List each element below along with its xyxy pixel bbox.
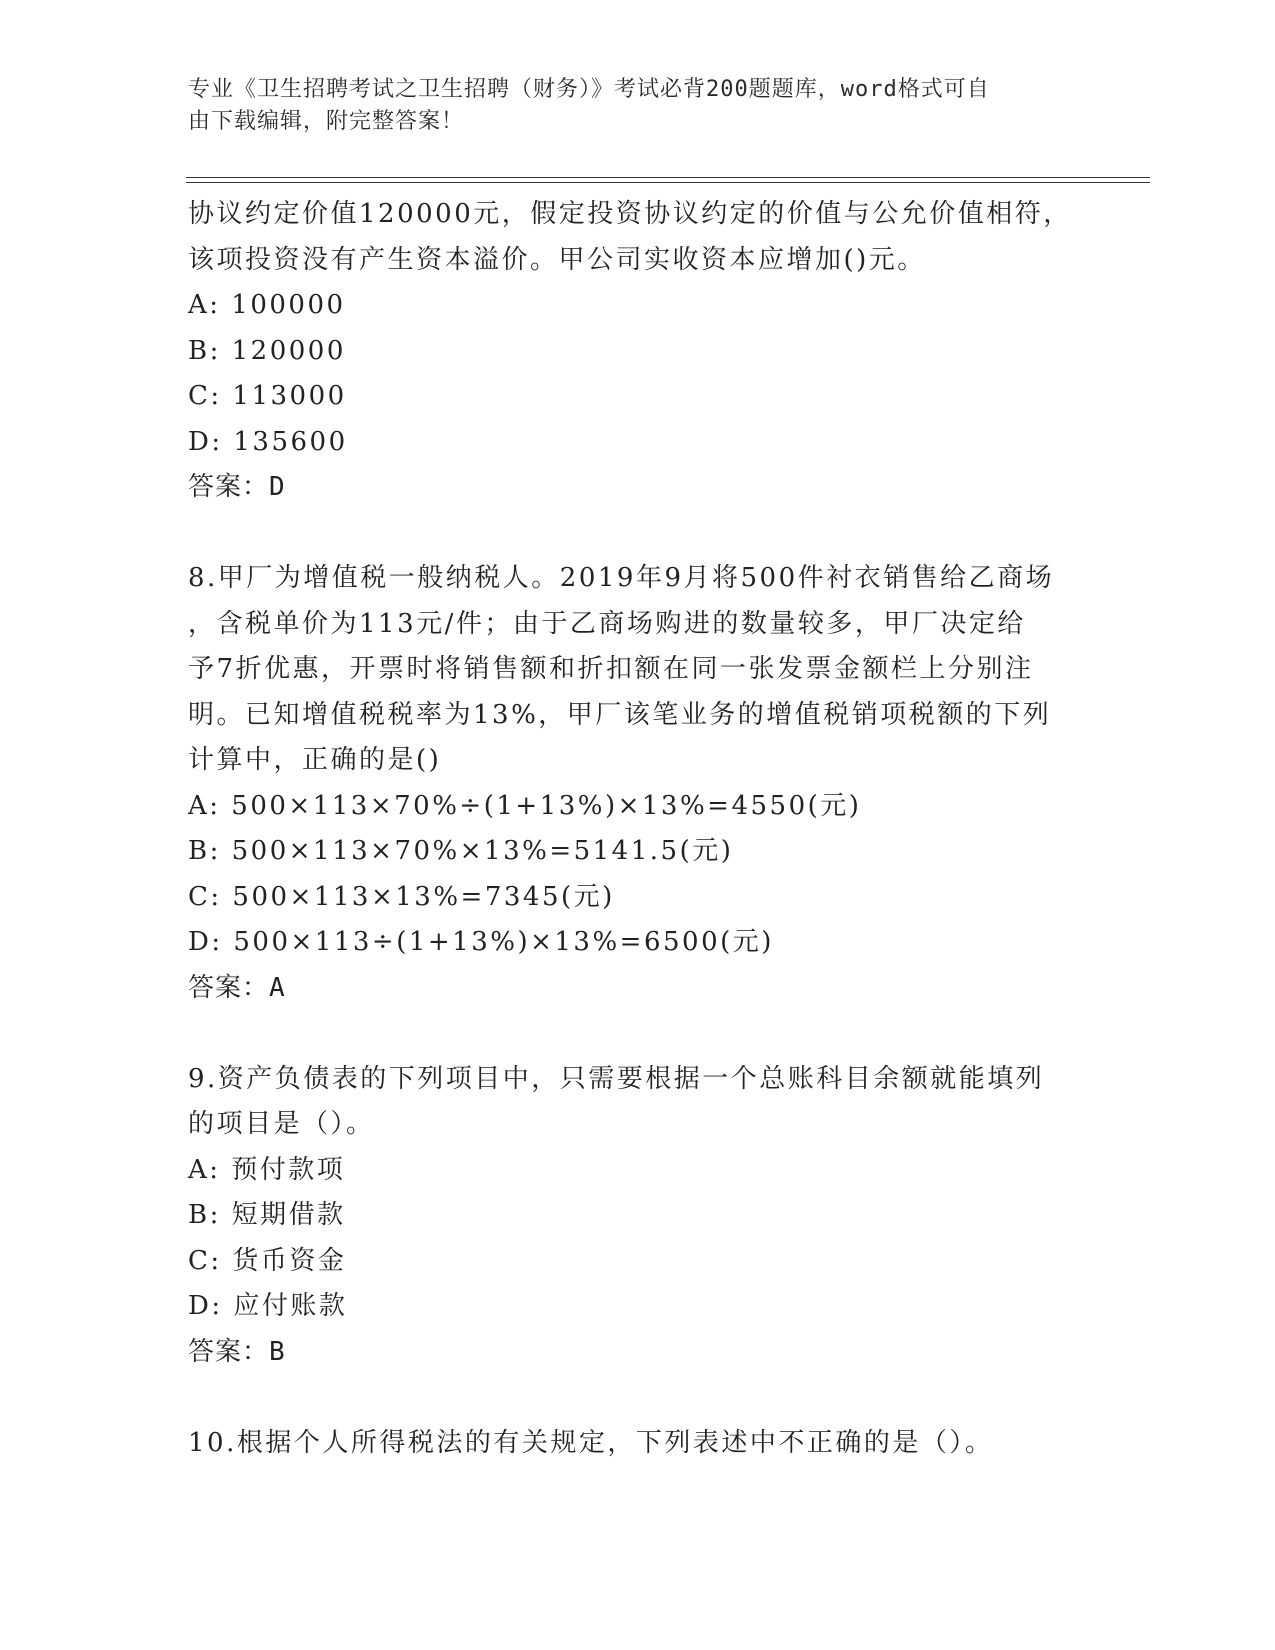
question-stem-line: 9.资产负债表的下列项目中，只需要根据一个总账科目余额就能填列: [188, 1063, 1045, 1094]
header-line: 专业《卫生招聘考试之卫生招聘（财务）》考试必背200题题库，word格式可自: [188, 77, 990, 102]
question-stem-line: ，含税单价为113元/件；由于乙商场购进的数量较多，甲厂决定给: [188, 608, 1026, 639]
question-stem-line: 该项投资没有产生资本溢价。甲公司实收资本应增加()元。: [188, 244, 926, 275]
question-stem-line: 8.甲厂为增值税一般纳税人。2019年9月将500件衬衣销售给乙商场: [188, 563, 1055, 593]
question-stem-line: 的项目是（）。: [188, 1109, 375, 1139]
question-7: [188, 192, 1088, 511]
option-c: C: 500×113×13%=7345(元): [188, 881, 615, 912]
option-b: B: 500×113×70%×13%=5141.5(元): [188, 836, 734, 866]
question-10: [188, 1421, 1088, 1467]
answer-line: 答案：D: [188, 472, 286, 502]
question-8: [188, 556, 1088, 1011]
option-a: A: 100000: [188, 290, 346, 320]
document-header: [188, 74, 1068, 138]
option-b: B: 120000: [188, 335, 346, 366]
option-d: D: 135600: [188, 426, 348, 457]
option-d: D: 500×113÷(1+13%)×13%=6500(元): [188, 927, 774, 957]
question-stem-line: 协议约定价值120000元，假定投资协议约定的价值与公允价值相符，: [188, 199, 1072, 229]
spacer: [188, 1011, 1088, 1057]
spacer: [188, 1375, 1088, 1421]
option-c: C: 113000: [188, 381, 347, 411]
answer-line: 答案：A: [188, 972, 286, 1003]
option-b: B: 短期借款: [188, 1200, 346, 1230]
option-c: C: 货币资金: [188, 1245, 347, 1276]
question-stem-line: 计算中，正确的是(): [188, 745, 442, 775]
question-9: [188, 1057, 1088, 1376]
question-stem-line: 明。已知增值税税率为13%，甲厂该笔业务的增值税销项税额的下列: [188, 699, 1052, 730]
header-line: 由下载编辑，附完整答案！: [188, 109, 465, 134]
header-divider: [186, 177, 1150, 178]
option-a: A: 预付款项: [188, 1154, 346, 1185]
question-stem-line: 予7折优惠，开票时将销售额和折扣额在同一张发票金额栏上分别注: [188, 654, 1034, 684]
question-stem-line: 10.根据个人所得税法的有关规定，下列表述中不正确的是（）。: [188, 1427, 994, 1458]
answer-line: 答案：B: [188, 1336, 286, 1367]
spacer: [188, 511, 1088, 557]
document-body: [188, 192, 1088, 1466]
option-d: D: 应付账款: [188, 1291, 348, 1321]
header-divider: [186, 182, 1150, 183]
option-a: A: 500×113×70%÷(1+13%)×13%=4550(元): [188, 790, 862, 821]
